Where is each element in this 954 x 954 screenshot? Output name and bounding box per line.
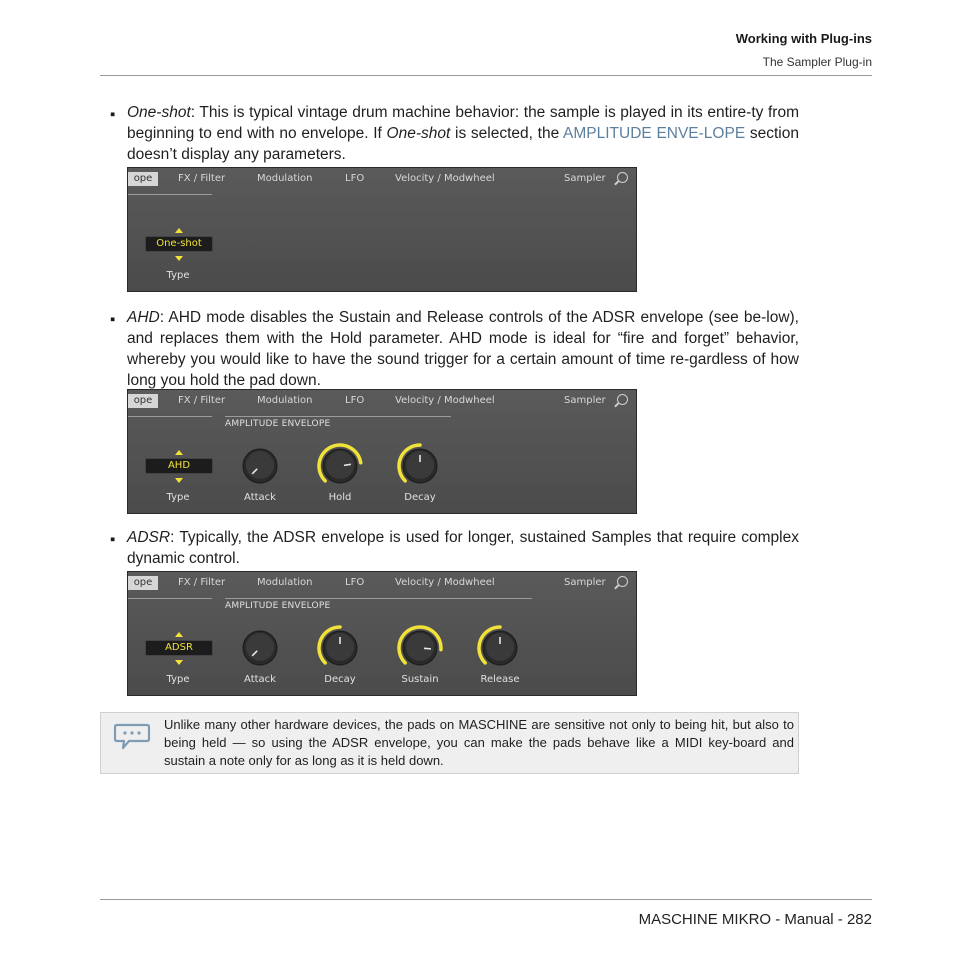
tab-sampler[interactable]: Sampler bbox=[564, 173, 606, 184]
search-icon[interactable] bbox=[617, 576, 628, 587]
tab-lfo[interactable]: LFO bbox=[345, 577, 365, 588]
knob-label-hold: Hold bbox=[328, 492, 352, 503]
type-label: Type bbox=[166, 492, 190, 503]
knob-decay[interactable] bbox=[315, 623, 365, 673]
bullet-marker: ▪ bbox=[110, 106, 116, 123]
knob-cap bbox=[246, 451, 274, 479]
panel-tab-bar bbox=[128, 168, 636, 190]
tab-modulation[interactable]: Modulation bbox=[257, 395, 313, 406]
knob-cap bbox=[246, 633, 274, 661]
term-oneshot: One-shot bbox=[127, 104, 191, 121]
sampler-panel-oneshot bbox=[127, 167, 637, 292]
panel-tab-bar bbox=[128, 390, 636, 412]
tab-lfo[interactable]: LFO bbox=[345, 173, 365, 184]
tab-velocity-modwheel[interactable]: Velocity / Modwheel bbox=[395, 395, 495, 406]
arrow-down-icon[interactable] bbox=[175, 256, 183, 261]
type-label: Type bbox=[166, 674, 190, 685]
arrow-up-icon[interactable] bbox=[175, 228, 183, 233]
knob-label-decay: Decay bbox=[404, 492, 436, 503]
amplitude-envelope-heading: AMPLITUDE ENVELOPE bbox=[225, 601, 331, 611]
knob-label-release: Release bbox=[480, 674, 520, 685]
sampler-panel-adsr bbox=[127, 571, 637, 696]
knob-decay[interactable] bbox=[395, 441, 445, 491]
tab-velocity-modwheel[interactable]: Velocity / Modwheel bbox=[395, 173, 495, 184]
knob-pointer bbox=[344, 464, 351, 465]
type-selector[interactable]: AHD bbox=[145, 458, 213, 474]
bullet-ahd-text: AHD: AHD mode disables the Sustain and Release controls of the ADSR envelope (see be-low), and replaces them with the Hold parameter. AHD mode is ideal for “fire and forget” behavior, whereby you would like to have the sound trigger for a certain amount of time re-gardless of how long you hold the pad down. bbox=[127, 309, 799, 389]
bullet-marker: ▪ bbox=[110, 531, 116, 548]
tab-fx-filter[interactable]: FX / Filter bbox=[178, 173, 226, 184]
knob-attack[interactable] bbox=[235, 623, 285, 673]
panel-tab-bar bbox=[128, 572, 636, 594]
arrow-down-icon[interactable] bbox=[175, 660, 183, 665]
tab-modulation[interactable]: Modulation bbox=[257, 577, 313, 588]
type-selector[interactable]: ADSR bbox=[145, 640, 213, 656]
knob-cap bbox=[406, 633, 434, 661]
knob-release[interactable] bbox=[475, 623, 525, 673]
envelope-section-divider bbox=[225, 416, 451, 417]
sampler-panel-ahd bbox=[127, 389, 637, 514]
amplitude-envelope-heading: AMPLITUDE ENVELOPE bbox=[225, 419, 331, 429]
tab-envelope[interactable]: ope bbox=[128, 394, 158, 408]
tab-fx-filter[interactable]: FX / Filter bbox=[178, 577, 226, 588]
amplitude-envelope-link[interactable]: AMPLITUDE ENVE-LOPE bbox=[563, 125, 746, 142]
knob-label-sustain: Sustain bbox=[401, 674, 439, 685]
section-title: Working with Plug-ins bbox=[735, 31, 872, 46]
type-selector[interactable]: One-shot bbox=[145, 236, 213, 252]
knob-hold[interactable] bbox=[315, 441, 365, 491]
tab-envelope[interactable]: ope bbox=[128, 172, 158, 186]
knob-sustain[interactable] bbox=[395, 623, 445, 673]
section-divider bbox=[128, 416, 212, 417]
tab-lfo[interactable]: LFO bbox=[345, 395, 365, 406]
knob-pointer bbox=[424, 648, 431, 649]
envelope-section-divider bbox=[225, 598, 532, 599]
arrow-down-icon[interactable] bbox=[175, 478, 183, 483]
tab-envelope[interactable]: ope bbox=[128, 576, 158, 590]
type-label: Type bbox=[166, 270, 190, 281]
speech-bubble-icon bbox=[113, 721, 151, 751]
search-icon[interactable] bbox=[617, 172, 628, 183]
section-divider bbox=[128, 598, 212, 599]
term-adsr: ADSR bbox=[127, 529, 171, 546]
tab-modulation[interactable]: Modulation bbox=[257, 173, 313, 184]
arrow-up-icon[interactable] bbox=[175, 632, 183, 637]
knob-label-attack: Attack bbox=[244, 492, 276, 503]
arrow-up-icon[interactable] bbox=[175, 450, 183, 455]
bullet-marker: ▪ bbox=[110, 311, 116, 328]
tab-sampler[interactable]: Sampler bbox=[564, 577, 606, 588]
knob-attack[interactable] bbox=[235, 441, 285, 491]
note-text: Unlike many other hardware devices, the pads on MASCHINE are sensitive not only to being hit, but also to being held — so using the ADSR envelope, you can make the pads behave like a MIDI key-board and sustain a note only for as long as it is held down. bbox=[164, 717, 794, 768]
section-subtitle: The Sampler Plug-in bbox=[762, 55, 872, 69]
tab-sampler[interactable]: Sampler bbox=[564, 395, 606, 406]
page-footer: MASCHINE MIKRO - Manual - 282 bbox=[638, 911, 872, 928]
search-icon[interactable] bbox=[617, 394, 628, 405]
knob-label-attack: Attack bbox=[244, 674, 276, 685]
bullet-oneshot-text: One-shot: This is typical vintage drum machine behavior: the sample is played in its entire-ty from beginning to end with no envelope. If One-shot is selected, the AMPLITUDE ENVE-LOPE section doesn’t display any parameters. bbox=[127, 104, 799, 163]
header-divider bbox=[100, 75, 872, 76]
term-ahd: AHD bbox=[127, 309, 160, 326]
section-divider bbox=[128, 194, 212, 195]
knob-label-decay: Decay bbox=[324, 674, 356, 685]
footer-divider bbox=[100, 899, 872, 900]
tab-fx-filter[interactable]: FX / Filter bbox=[178, 395, 226, 406]
tab-velocity-modwheel[interactable]: Velocity / Modwheel bbox=[395, 577, 495, 588]
bullet-adsr-text: ADSR: Typically, the ADSR envelope is used for longer, sustained Samples that require complex dynamic control. bbox=[127, 529, 799, 567]
